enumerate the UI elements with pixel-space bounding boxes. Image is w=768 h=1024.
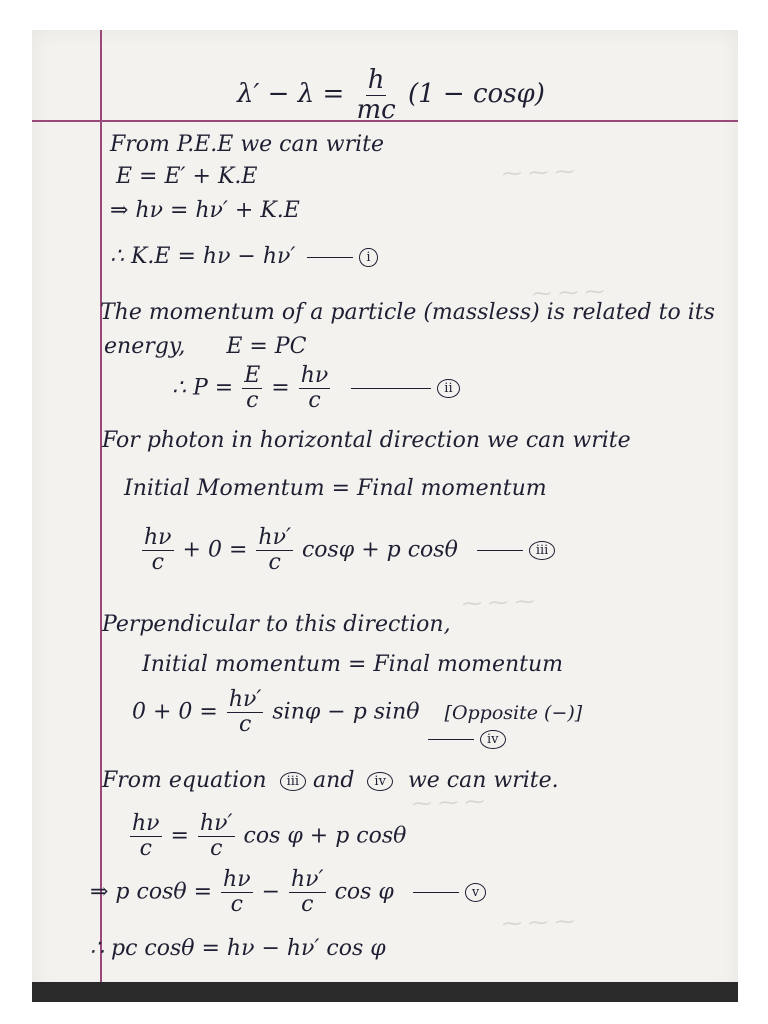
frac-numerator: hν′ — [291, 867, 324, 892]
equals-sign: = — [170, 823, 189, 849]
equation-5 — [90, 868, 486, 917]
frac-numerator: E — [244, 363, 261, 388]
hnu-prime-over-c — [198, 812, 235, 861]
background-edge — [32, 982, 738, 1002]
equation-ref: iii — [280, 772, 306, 791]
sine-terms: sinφ − p sinθ — [272, 699, 420, 725]
from-equation: From equation — [102, 768, 267, 793]
bleed-through: ⁓ ⁓ ⁓ — [501, 908, 576, 936]
bleed-through: ⁓ ⁓ ⁓ — [531, 278, 606, 306]
frac-numerator: hν — [144, 525, 172, 550]
dash — [413, 892, 459, 893]
e-over-c — [242, 364, 262, 413]
text-line-1: From P.E.E we can write — [110, 132, 385, 157]
hnu-over-c — [130, 812, 162, 861]
opposite-note: [Opposite (−)] — [444, 701, 583, 724]
frac-numerator: hν — [223, 867, 251, 892]
frac-numerator: hν′ — [228, 687, 262, 712]
frac-numerator: hν — [300, 363, 329, 388]
frac-numerator: hν′ — [199, 811, 233, 836]
frac-denominator: c — [238, 712, 252, 738]
and-word: and — [313, 768, 355, 793]
dash — [351, 388, 431, 389]
text-line-6 — [104, 334, 306, 359]
cos-phi: cos φ — [334, 879, 394, 905]
equation-right: (1 − cosφ) — [407, 79, 545, 110]
p-cos-theta: ⇒ p cosθ = — [90, 879, 213, 905]
text-line-2: E = E′ + K.E — [116, 164, 258, 189]
text-line-8: For photon in horizontal direction we can write — [102, 428, 631, 453]
frac-denominator: c — [268, 550, 281, 576]
equals-sign: = — [271, 375, 290, 401]
text-line-12: Initial momentum = Final momentum — [142, 652, 564, 677]
equation-1 — [110, 244, 378, 269]
margin-rule — [100, 30, 102, 994]
equation-number: iii — [529, 541, 555, 560]
hnu-over-c — [299, 364, 331, 413]
bleed-through: ⁓ ⁓ ⁓ — [411, 788, 486, 816]
equation-number: iv — [480, 730, 506, 749]
text-line-3: ⇒ hν = hν′ + K.E — [110, 198, 300, 223]
frac-denominator: mc — [356, 94, 396, 125]
h-over-mc — [355, 66, 398, 124]
text-line-14 — [102, 768, 559, 793]
dash — [477, 550, 523, 551]
equation-4-number — [428, 726, 506, 751]
cosine-terms: cos φ + p cosθ — [243, 823, 407, 849]
frac-denominator: c — [246, 388, 259, 414]
equation-number: v — [465, 883, 486, 902]
momentum-terms: cosφ + p cosθ — [301, 537, 458, 563]
equation-2 — [172, 364, 460, 413]
frac-denominator: c — [210, 836, 223, 862]
hnu-prime-over-c — [256, 526, 293, 575]
energy-word: energy, — [104, 334, 186, 359]
e-equals-pc: E = PC — [226, 334, 307, 359]
frac-denominator: c — [230, 892, 243, 918]
equation-combined — [128, 812, 406, 861]
compton-equation — [237, 66, 545, 124]
text-line-9: Initial Momentum = Final momentum — [124, 476, 547, 501]
frac-denominator: c — [308, 388, 321, 414]
equation-number: i — [359, 248, 377, 267]
text-line-5: The momentum of a particle (massless) is related to its — [100, 300, 715, 325]
hnu-over-c — [221, 868, 253, 917]
frac-denominator: c — [151, 550, 164, 576]
bleed-through: ⁓ ⁓ ⁓ — [501, 158, 576, 186]
equation-4 — [132, 688, 582, 737]
frac-numerator: hν′ — [258, 525, 291, 550]
frac-numerator: hν — [132, 811, 160, 836]
hnu-prime-over-c — [227, 688, 264, 737]
ke-expression: ∴ K.E = hν − hν′ — [110, 244, 296, 269]
equation-left: λ′ − λ = — [237, 79, 345, 110]
p-equals: ∴ P = — [172, 375, 234, 401]
frac-denominator: c — [139, 836, 152, 862]
equation-final: ∴ pc cosθ = hν − hν′ cos φ — [90, 936, 386, 961]
notebook-page — [32, 30, 738, 994]
equation-ref: iv — [367, 772, 393, 791]
frac-denominator: c — [301, 892, 314, 918]
zero-plus-zero: 0 + 0 = — [132, 699, 218, 725]
dash — [428, 739, 474, 740]
hnu-over-c — [142, 526, 174, 575]
plus-zero: + 0 = — [182, 537, 248, 563]
equation-number: ii — [437, 379, 459, 398]
we-can-write: we can write. — [407, 768, 559, 793]
frac-numerator: h — [367, 65, 385, 95]
text-line-11: Perpendicular to this direction, — [102, 612, 451, 637]
minus-sign: − — [261, 879, 281, 905]
equation-3 — [140, 526, 555, 575]
bleed-through: ⁓ ⁓ ⁓ — [461, 588, 536, 616]
dash — [307, 257, 353, 258]
hnu-prime-over-c — [289, 868, 326, 917]
